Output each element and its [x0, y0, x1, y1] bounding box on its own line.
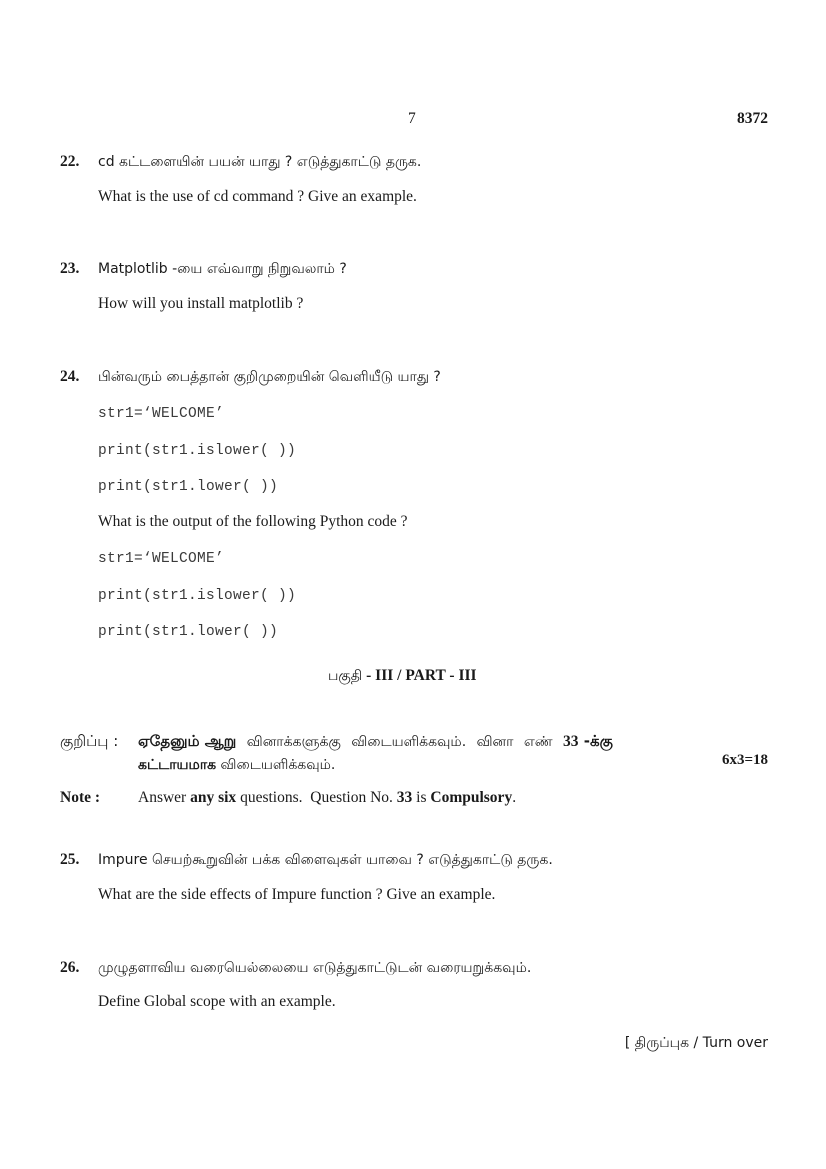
turn-over-note: [ திருப்புக / Turn over	[624, 1035, 768, 1051]
question-text-tamil: பின்வரும் பைத்தான் குறிமுறையின் வெளியீடு யாது ?	[98, 369, 441, 385]
question-text-english: What is the output of the following Python code ?	[98, 513, 408, 530]
question-text-tamil: முழுதளாவிய வரையெல்லையை எடுத்துகாட்டுடன் வரையறுக்கவும்.	[98, 960, 532, 976]
code-line: str1=‘WELCOME’	[98, 406, 225, 422]
note-compulsory-english: Compulsory	[430, 789, 513, 806]
note-suffix-tamil: -க்கு	[578, 732, 613, 750]
note-any-six-tamil: ஏதேனும் ஆறு	[138, 732, 237, 750]
question-text-english: Define Global scope with an example.	[98, 993, 336, 1010]
question-text-english: What is the use of cd command ? Give an example.	[98, 188, 417, 205]
section-title: III / PART - III	[375, 667, 477, 684]
question-text-english: What are the side effects of Impure function ? Give an example.	[98, 886, 496, 903]
section-heading	[328, 665, 477, 686]
question-text-tamil: Matplotlib -யை எவ்வாறு நிறுவலாம் ?	[98, 261, 347, 277]
code-line: print(str1.lower( ))	[98, 624, 279, 640]
note-question-no-english: 33	[396, 789, 413, 806]
note-any-six-english: any six	[190, 789, 237, 806]
note-text-tamil-2: விடையளிக்கவும்.	[216, 757, 336, 773]
question-text-tamil: Impure செயற்கூறுவின் பக்க விளைவுகள் யாவை ? எடுத்துகாட்டு தருக.	[98, 852, 553, 868]
code-line: print(str1.islower( ))	[98, 443, 297, 459]
note-text-tamil-line2	[138, 754, 335, 775]
code-line: print(str1.islower( ))	[98, 588, 297, 604]
page-number: 7	[408, 110, 416, 127]
note-question-no-tamil: 33	[563, 733, 579, 750]
note-text-english-4: .	[512, 789, 517, 806]
section-label-tamil: பகுதி	[328, 668, 363, 684]
question-number: 24.	[60, 368, 80, 385]
note-label-tamil: குறிப்பு :	[60, 732, 119, 750]
question-number: 22.	[60, 153, 80, 170]
note-text-english-2: questions. Question No.	[236, 789, 397, 806]
note-text-tamil-1: வினாக்களுக்கு விடையளிக்கவும். வினா எண்	[236, 734, 564, 750]
section-dash: -	[362, 667, 376, 684]
question-text-tamil: cd கட்டளையின் பயன் யாது ? எடுத்துகாட்டு தருக.	[98, 154, 422, 170]
note-text-english-1: Answer	[138, 789, 191, 806]
paper-code: 8372	[737, 110, 768, 127]
note-label-english: Note :	[60, 789, 101, 806]
marks-allocation: 6x3=18	[721, 752, 768, 768]
question-number: 23.	[60, 260, 80, 277]
note-text-tamil-line1	[138, 731, 728, 752]
code-line: str1=‘WELCOME’	[98, 551, 225, 567]
note-compulsory-tamil: கட்டாயமாக	[138, 757, 217, 773]
question-number: 26.	[60, 959, 80, 976]
question-number: 25.	[60, 851, 80, 868]
note-text-english	[138, 789, 516, 807]
code-line: print(str1.lower( ))	[98, 479, 279, 495]
question-text-english: How will you install matplotlib ?	[98, 295, 304, 312]
note-text-english-3: is	[412, 789, 431, 806]
